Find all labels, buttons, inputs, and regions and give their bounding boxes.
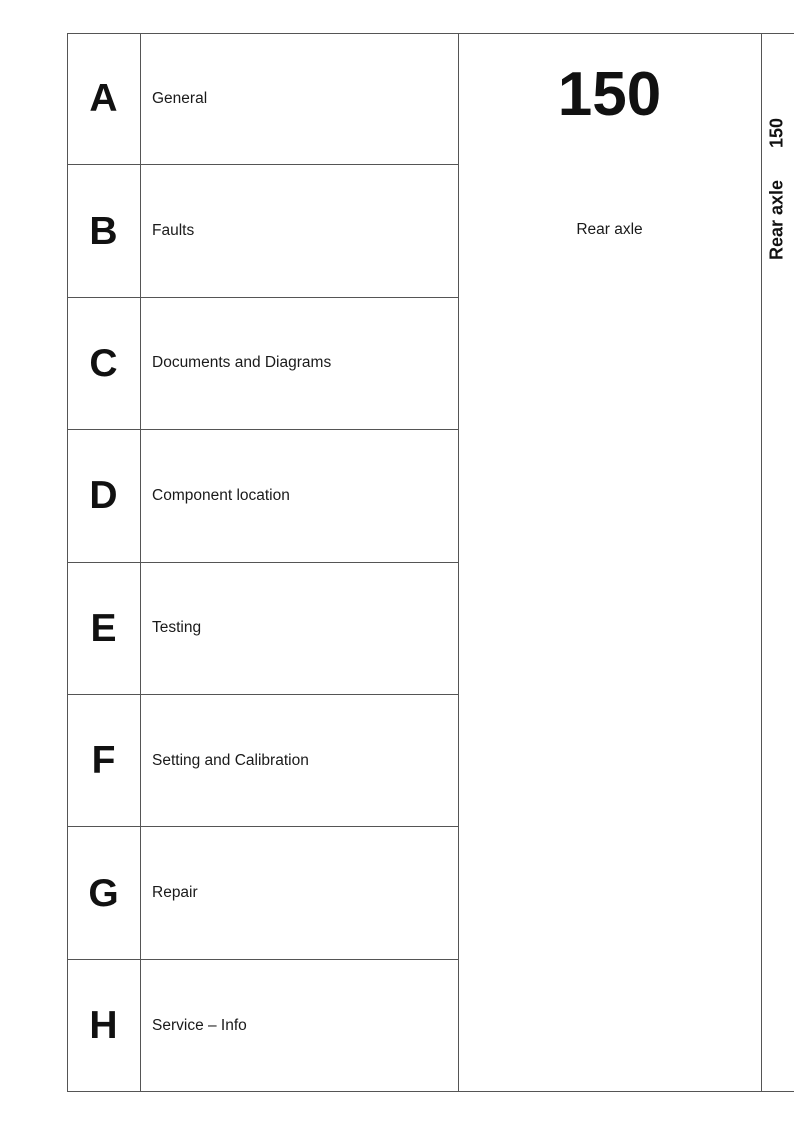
section-title: General bbox=[152, 89, 208, 107]
section-index bbox=[67, 33, 458, 1092]
section-row-h[interactable] bbox=[67, 960, 458, 1092]
section-letter: H bbox=[89, 1004, 118, 1048]
section-title: Setting and Calibration bbox=[152, 751, 309, 769]
chapter-number: 150 bbox=[557, 60, 662, 129]
section-row-e[interactable] bbox=[67, 563, 458, 695]
section-row-f[interactable] bbox=[67, 695, 458, 827]
section-letter: F bbox=[91, 739, 116, 783]
section-letter: C bbox=[89, 341, 118, 385]
spine-tab bbox=[761, 33, 794, 283]
section-letter: D bbox=[89, 474, 118, 518]
section-title: Service – Info bbox=[152, 1016, 247, 1034]
section-row-b[interactable] bbox=[67, 165, 458, 297]
section-title: Repair bbox=[152, 884, 198, 902]
section-row-a[interactable] bbox=[67, 33, 458, 165]
section-title: Testing bbox=[152, 619, 202, 637]
spine-title: Rear axle bbox=[766, 179, 787, 261]
section-row-c[interactable] bbox=[67, 298, 458, 430]
section-column-divider bbox=[458, 33, 459, 1092]
section-title: Documents and Diagrams bbox=[152, 354, 332, 372]
section-letter: A bbox=[89, 77, 118, 121]
section-letter: G bbox=[88, 871, 119, 915]
section-row-d[interactable] bbox=[67, 430, 458, 562]
section-row-g[interactable] bbox=[67, 827, 458, 959]
section-title: Faults bbox=[152, 222, 195, 240]
section-title: Component location bbox=[152, 486, 290, 504]
section-letter: E bbox=[90, 606, 117, 650]
section-letter: B bbox=[89, 209, 118, 253]
chapter-title: Rear axle bbox=[576, 221, 643, 238]
spine-number: 150 bbox=[766, 117, 787, 149]
